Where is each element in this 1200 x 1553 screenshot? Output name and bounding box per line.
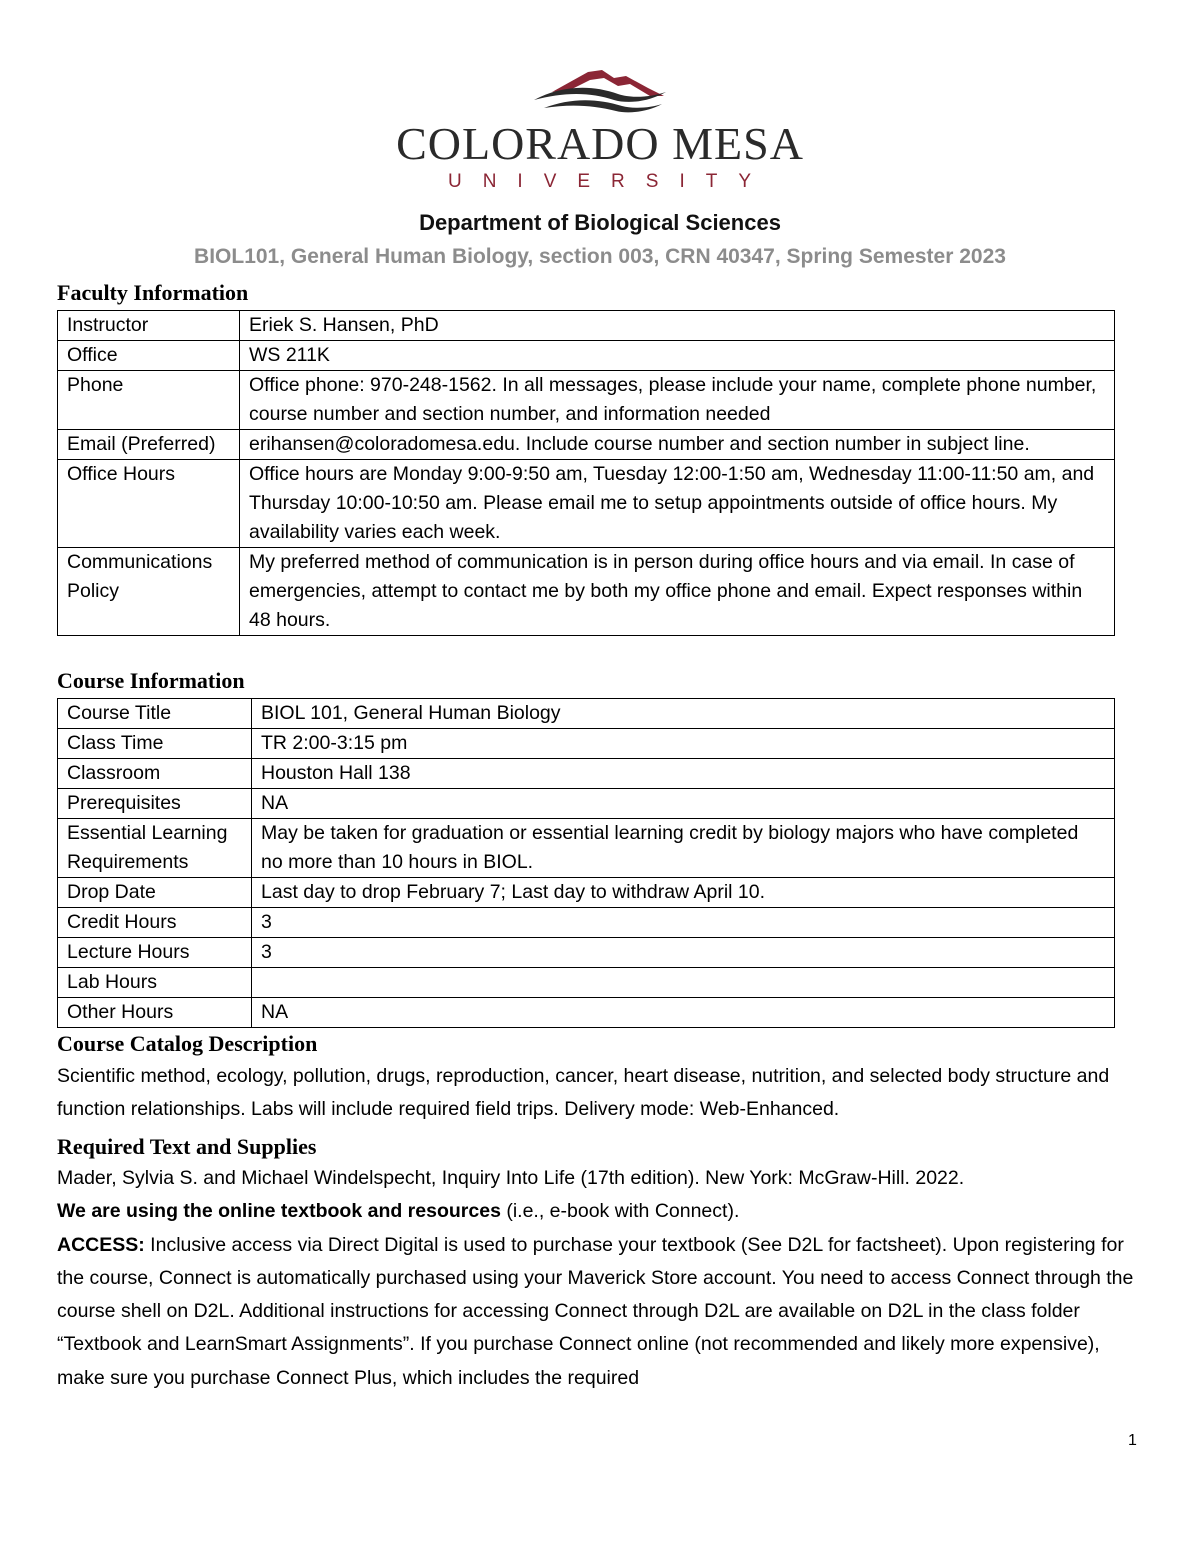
online-resources-bold: We are using the online textbook and resources [57, 1200, 501, 1223]
row-value: NA [252, 789, 1115, 819]
table-row [58, 729, 1115, 759]
row-value: My preferred method of communication is in person during office hours and via email. In case of emergencies, attempt to contact me by both my office phone and email. Expect responses within 48 hours. [240, 548, 1115, 636]
table-row [58, 908, 1115, 938]
row-value: 3 [252, 908, 1115, 938]
row-label: Office Hours [58, 460, 240, 548]
table-row [58, 819, 1115, 878]
row-value: Eriek S. Hansen, PhD [240, 311, 1115, 341]
table-row [58, 759, 1115, 789]
required-text-heading: Required Text and Supplies [57, 1134, 317, 1159]
email-value[interactable]: erihansen@coloradomesa.edu. Include course number and section number in subject line. [240, 430, 1115, 460]
access-text: Inclusive access via Direct Digital is used to purchase your textbook (See D2L for factsheet). Upon registering for the course, Connect is automatically purchased using your Maverick Store account. You need to access Connect through the course shell on D2L. Additional instructions for accessing Connect through D2L are available on D2L in the class folder “Textbook and LearnSmart Assignments”. If you purchase Connect online (not recommended and likely more expensive), make sure you purchase Connect Plus, which includes the required [57, 1233, 1134, 1389]
row-value: Last day to drop February 7; Last day to withdraw April 10. [252, 878, 1115, 908]
row-label: Course Title [58, 699, 252, 729]
logo-university-text: UNIVERSITY [447, 171, 773, 192]
row-label: Lab Hours [58, 968, 252, 998]
table-row [58, 341, 1115, 371]
table-row [58, 430, 1115, 460]
row-value: May be taken for graduation or essential learning credit by biology majors who have completed no more than 10 hours in BIOL. [252, 819, 1115, 878]
row-value [252, 968, 1115, 998]
online-resources-text: (i.e., e-book with Connect). [500, 1200, 740, 1223]
row-label: Phone [58, 371, 240, 430]
row-label: Drop Date [58, 878, 252, 908]
course-subtitle: BIOL101, General Human Biology, section 003, CRN 40347, Spring Semester 2023 [194, 245, 1006, 268]
row-value: NA [252, 998, 1115, 1028]
row-value: 3 [252, 938, 1115, 968]
table-row [58, 371, 1115, 430]
department-title: Department of Biological Sciences [419, 210, 781, 235]
course-catalog-heading: Course Catalog Description [57, 1031, 318, 1056]
catalog-description: Scientific method, ecology, pollution, drugs, reproduction, cancer, heart disease, nutrition, and selected body structure and function relationships. Labs will include required field trips. Delivery mode: Web-Enhanced. [57, 1065, 1110, 1121]
table-row [58, 548, 1115, 636]
row-value: Houston Hall 138 [252, 759, 1115, 789]
table-row [58, 460, 1115, 548]
online-resources-paragraph [57, 1195, 1147, 1228]
table-row [58, 311, 1115, 341]
course-information-heading: Course Information [57, 668, 245, 693]
required-text-body [57, 1162, 1147, 1395]
row-label: Prerequisites [58, 789, 252, 819]
row-value: BIOL 101, General Human Biology [252, 699, 1115, 729]
course-information-table [57, 698, 1115, 1028]
row-label: Communications Policy [58, 548, 240, 636]
page-number: 1 [1128, 1432, 1137, 1449]
row-label: Instructor [58, 311, 240, 341]
logo-wordmark: COLORADO MESA [396, 118, 804, 169]
table-row [58, 998, 1115, 1028]
row-label: Other Hours [58, 998, 252, 1028]
textbook-citation: Mader, Sylvia S. and Michael Windelspecht, Inquiry Into Life (17th edition). New York: McGraw-Hill. 2022. [57, 1167, 965, 1189]
table-row [58, 968, 1115, 998]
row-label: Essential Learning Requirements [58, 819, 252, 878]
row-value: Office hours are Monday 9:00-9:50 am, Tuesday 12:00-1:50 am, Wednesday 11:00-11:50 am, and Thursday 10:00-10:50 am. Please email me to setup appointments outside of office hours. My availability varies each week. [240, 460, 1115, 548]
row-label: Credit Hours [58, 908, 252, 938]
table-row [58, 699, 1115, 729]
access-paragraph [57, 1229, 1147, 1395]
table-row [58, 878, 1115, 908]
row-label: Email (Preferred) [58, 430, 240, 460]
university-logo [395, 66, 805, 192]
faculty-information-table [57, 310, 1115, 636]
row-value: WS 211K [240, 341, 1115, 371]
access-label: ACCESS: [57, 1233, 145, 1256]
mesa-mountain-logo-icon [530, 66, 670, 114]
row-label: Office [58, 341, 240, 371]
row-label: Classroom [58, 759, 252, 789]
row-value: TR 2:00-3:15 pm [252, 729, 1115, 759]
table-row [58, 789, 1115, 819]
table-row [58, 938, 1115, 968]
row-label: Class Time [58, 729, 252, 759]
row-value: Office phone: 970-248-1562. In all messages, please include your name, complete phone number, course number and section number, and information needed [240, 371, 1115, 430]
row-label: Lecture Hours [58, 938, 252, 968]
faculty-information-heading: Faculty Information [57, 280, 249, 305]
